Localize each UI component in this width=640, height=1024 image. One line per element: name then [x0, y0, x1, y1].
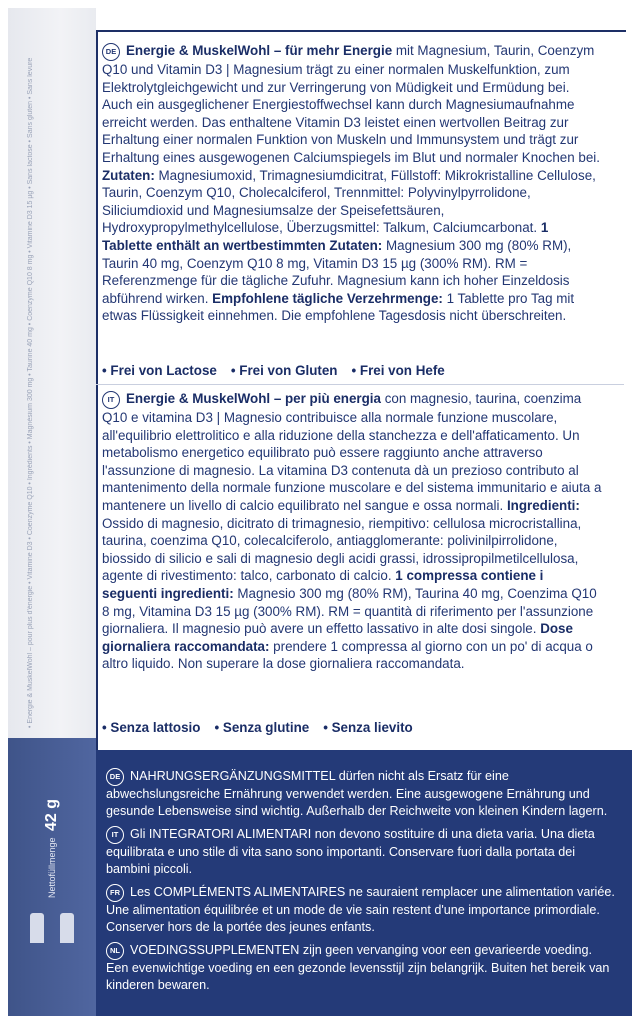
title-de: Energie & MuskelWohl – für mehr Energie [126, 43, 393, 58]
back-panel [96, 8, 632, 1016]
dose-de: 1 Tablette pro Tag mit etwas Flüssigkeit einnehmen. Die empfohlene Tagesdosis nicht überschreiten. [102, 290, 575, 324]
section-it [102, 390, 602, 673]
recycling-icon [30, 913, 44, 943]
language-badge-de: DE [102, 43, 120, 61]
content-label-de: 1 Tablette enthält an wertbestimmten Zutaten: [102, 220, 549, 253]
spine-weight [32, 778, 72, 898]
content-de: Magnesium 300 mg (80% RM), Taurin 40 mg, Coenzym Q10 8 mg, Vitamin D3 15 µg (300% RM). RM = Referenzmenge für die tägliche Zufuhr. Magnesium kann ich hoher Einzeldosis abführend wirken. [102, 237, 572, 306]
language-badge: NL [106, 942, 124, 960]
free-item: • Frei von Hefe [351, 363, 444, 378]
free-item: • Frei von Lactose [102, 363, 217, 378]
free-from-it [102, 720, 602, 735]
warning-text: VOEDINGSSUPPLEMENTEN zijn geen vervanging voor een gevarieerde voeding. Een evenwichtige voeding en een gezonde levensstijl zijn belangrijk. Buiten het bereik van kinderen bewaren. [106, 943, 610, 992]
warning-text: Gli INTEGRATORI ALIMENTARI non devono sostituire di una dieta varia. Una dieta equilibrata e uno stile di vita sano sono importanti. Conservare fuori dalla portata dei bambini piccoli. [106, 827, 595, 876]
language-badge: FR [106, 884, 124, 902]
box-spine [8, 8, 96, 1016]
dose-label-it: Dose giornaliera raccomandata: [102, 621, 573, 654]
spine-icons [30, 903, 74, 943]
divider [96, 384, 624, 385]
ingredients-label-it: Ingredienti: [506, 497, 580, 513]
language-badge: IT [106, 826, 124, 844]
weight-label: Nettofüllmenge [47, 837, 57, 898]
free-from-de [102, 363, 602, 378]
warning-text: Les COMPLÉMENTS ALIMENTAIRES ne sauraient remplacer une alimentation variée. Une alimentation équilibrée et un mode de vie sain restent d'une importance primordiale. Conserver hors de la portée des jeunes enfants. [106, 885, 615, 934]
content-label-it: 1 compressa contiene i seguenti ingredienti: [102, 568, 544, 601]
ingredients-label-de: Zutaten: [102, 167, 155, 183]
free-item: • Frei von Gluten [231, 363, 338, 378]
disposal-icon [60, 913, 74, 943]
free-item: • Senza lievito [323, 720, 413, 735]
warning-it [106, 826, 616, 878]
intro-de: mit Magnesium, Taurin, Coenzym Q10 und Vitamin D3 | Magnesium trägt zu einer normalen Muskelfunktion, zum Elektrolytgleichgewicht und zur Verringerung von Müdigkeit und Ermüdung bei. Auch ein ausgeglichener Energiestoffwechsel kann durch Magnesiumaufnahme erreicht werden. Das enthaltene Vitamin D3 leistet einen wertvollen Beitrag zur Erhaltung einer normalen Funktion von Muskeln und Immunsystem und trägt zur Erhaltung eines ausgewogenen Calciumspiegels im Blut und normaler Knochen bei. [102, 43, 600, 165]
weight-value: 42 g [43, 799, 60, 832]
content-it: Magnesio 300 mg (80% RM), Taurina 40 mg, Coenzima Q10 8 mg, Vitamina D3 15 µg (300% RM). RM = quantità di riferimento per l'assunzione giornaliera. Il magnesio può avere un effetto lassativo in alte dosi singole. [102, 585, 597, 637]
ingredients-de: Magnesiumoxid, Trimagnesiumdicitrat, Füllstoff: Mikrokristalline Cellulose, Taurin, Coenzym Q10, Cholecalciferol, Trennmittel: Polyvinylpyrrolidone, Siliciumdioxid und Magnesiumsalze der Speisefettsäuren, Hydroxypropylmethylcellulose, Überzugsmittel: Talkum, Calciumcarbonat. [102, 167, 596, 236]
language-badge-it: IT [102, 391, 120, 409]
free-item: • Senza lattosio [102, 720, 200, 735]
dose-label-de: Empfohlene tägliche Verzehrmenge: [212, 290, 443, 306]
warning-fr [106, 884, 616, 936]
title-it: Energie & MuskelWohl – per più energia [126, 391, 381, 406]
ingredients-it: Ossido di magnesio, dicitrato di trimagnesio, riempitivo: cellulosa microcristallina, taurina, coenzima Q10, colecalciferolo, antiagglomerante: polivinilpirrolidone, biossido di silicio e sali di magnesio degli acidi grassi, idrossipropilmetilcellulosa, agente di rivestimento: talco, carbonato di calcio. [102, 515, 582, 584]
warning-nl [106, 942, 616, 994]
warning-text: NAHRUNGSERGÄNZUNGSMITTEL dürfen nicht als Ersatz für eine abwechslungsreiche Ernährung verwendet werden. Eine ausgewogene Ernährung und gesunde Lebensweise sind wichtig. Außerhalb der Reichweite von kleinen Kindern lagern. [106, 769, 608, 818]
intro-it: con magnesio, taurina, coenzima Q10 e vitamina D3 | Magnesio contribuisce alla normale funzione muscolare, all'equilibrio elettrolitico e alla riduzione della stanchezza e dell'affaticamento. Un metabolismo energetico equilibrato può essere raggiunto anche attraverso l'assunzione di magnesio. La vitamina D3 contenuta dà un prezioso contributo al mantenimento della normale funzione muscolare e del sistema immunitario e aiuta a mantenere un livello di calcio equilibrato nel sangue e ossa normali. [102, 391, 602, 513]
dose-it: prendere 1 compressa al giorno con un po' di acqua o altro liquido. Non superare la dose giornaliera raccomandata. [102, 638, 593, 672]
warning-de [106, 768, 616, 820]
warning-panel [96, 750, 632, 1016]
free-item: • Senza glutine [214, 720, 309, 735]
spine-text: • Energie & MuskelWohl – pour plus d'énergie • Vitamine D3 • Coenzyme Q10 • Ingrédients • Magnésium 300 mg • Taurine 40 mg • Coenzyme Q10 8 mg • Vitamine D3 15 µg • Sans lactose • Sans gluten • Sans levure [27, 57, 34, 728]
section-de [102, 42, 602, 325]
language-badge: DE [106, 768, 124, 786]
